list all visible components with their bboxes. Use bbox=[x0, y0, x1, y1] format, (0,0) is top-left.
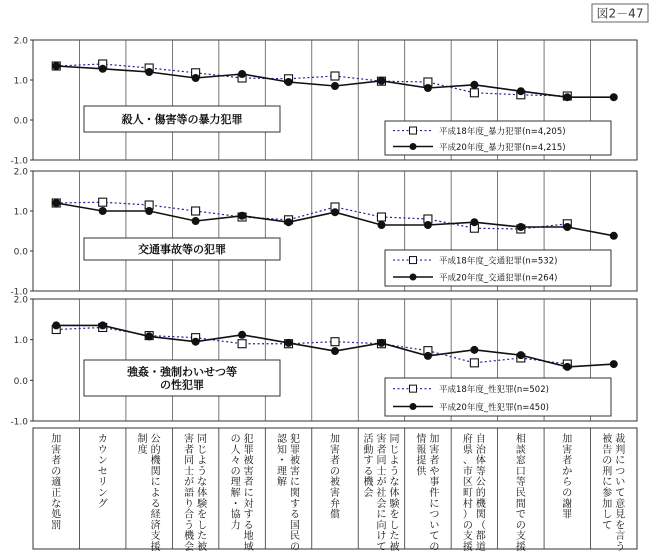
category-label: 自治体等公的機関（都道府県、市区町村）の支援 bbox=[462, 434, 486, 553]
series-h20-point bbox=[610, 93, 618, 101]
category-label: 犯罪被害者に対する地域の人々の理解・協力 bbox=[230, 434, 254, 553]
series-h18-point bbox=[192, 207, 200, 215]
series-h18-point bbox=[470, 359, 478, 367]
y-tick-label: -1.0 bbox=[10, 417, 28, 428]
y-tick-label: 2.0 bbox=[13, 167, 28, 178]
y-tick-label: 0.0 bbox=[13, 376, 28, 387]
series-h18-point bbox=[470, 89, 478, 97]
panel-title: 殺人・傷害等の暴力犯罪 bbox=[121, 113, 243, 126]
series-h20-point bbox=[331, 347, 339, 355]
series-h20-point bbox=[377, 221, 385, 229]
series-h18-point bbox=[331, 72, 339, 80]
category-label: 相談窓口等民間での支援 bbox=[515, 434, 526, 553]
series-h20-point bbox=[192, 74, 200, 82]
category-label: 公的機関による経済支援制度 bbox=[137, 434, 161, 553]
series-h20-point bbox=[99, 321, 107, 329]
series-h20-point bbox=[517, 223, 525, 231]
legend-h20-label: 平成20年度_暴力犯罪(n=4,215) bbox=[439, 143, 566, 153]
series-h20-point bbox=[192, 217, 200, 225]
category-label: 同じような体験をした被害者同士が語り合う機会 bbox=[184, 434, 208, 553]
series-h18-point bbox=[238, 340, 246, 348]
category-label: 同じような体験をした被害者同士が社会に向けて活動する機会 bbox=[363, 434, 400, 553]
y-tick-label: 1.0 bbox=[13, 336, 28, 347]
panel-title: 強姦・強制わいせつ等の性犯罪 bbox=[127, 365, 237, 392]
y-tick-label: -1.0 bbox=[10, 156, 28, 167]
series-h20-point bbox=[563, 363, 571, 371]
legend-h20-label: 平成20年度_交通犯罪(n=264) bbox=[439, 273, 558, 284]
series-h20-point bbox=[285, 339, 293, 347]
panel-violent bbox=[10, 37, 637, 167]
series-h20-point bbox=[145, 207, 153, 215]
series-h20-point bbox=[517, 351, 525, 359]
series-h20-point bbox=[99, 65, 107, 73]
legend-h20-marker bbox=[410, 143, 417, 150]
series-h18-point bbox=[331, 338, 339, 346]
legend-h18-label: 平成18年度_性犯罪(n=502) bbox=[439, 385, 549, 396]
series-h18-point bbox=[377, 213, 385, 221]
series-h20-point bbox=[145, 332, 153, 340]
panel-sexual bbox=[10, 296, 637, 428]
series-h18-point bbox=[99, 198, 107, 206]
category-label: 犯罪被害に関する国民の認知・理解 bbox=[277, 434, 301, 553]
y-tick-label: 0.0 bbox=[13, 247, 28, 258]
series-h20-point bbox=[517, 87, 525, 95]
series-h20-point bbox=[285, 78, 293, 86]
series-h20-point bbox=[424, 84, 432, 92]
category-label: カウンセリング bbox=[97, 434, 108, 510]
series-h20-point bbox=[563, 93, 571, 101]
series-h20-point bbox=[563, 223, 571, 231]
series-h20-point bbox=[238, 212, 246, 220]
category-label: 加害者の適正な処罰 bbox=[51, 434, 62, 532]
series-h20-point bbox=[424, 221, 432, 229]
y-tick-label: 2.0 bbox=[13, 36, 28, 47]
panel-traffic bbox=[10, 168, 637, 298]
series-h20-point bbox=[145, 68, 153, 76]
panel-title: 交通事故等の犯罪 bbox=[138, 243, 226, 256]
y-tick-label: 2.0 bbox=[13, 295, 28, 306]
series-h20-point bbox=[99, 207, 107, 215]
legend-h18-marker bbox=[410, 127, 417, 134]
series-h20-point bbox=[470, 81, 478, 89]
legend-h20-marker bbox=[410, 403, 417, 410]
y-tick-label: 0.0 bbox=[13, 116, 28, 127]
legend-h18-label: 平成18年度_交通犯罪(n=532) bbox=[439, 256, 558, 267]
series-h20-point bbox=[331, 82, 339, 90]
series-h20-point bbox=[470, 346, 478, 354]
legend-h18-label: 平成18年度_暴力犯罪(n=4,205) bbox=[439, 127, 566, 138]
series-h20-point bbox=[377, 339, 385, 347]
series-h20-point bbox=[192, 338, 200, 346]
series-h20-point bbox=[610, 232, 618, 240]
series-h20-point bbox=[238, 70, 246, 78]
series-h20-point bbox=[285, 218, 293, 226]
category-label: 加害者からの謝罪 bbox=[562, 434, 573, 521]
legend-h18-marker bbox=[410, 257, 417, 264]
category-label: 加害者の被害弁償 bbox=[330, 434, 340, 521]
series-h20-point bbox=[424, 352, 432, 360]
series-h20-point bbox=[52, 321, 60, 329]
series-h20-point bbox=[52, 199, 60, 207]
series-h20-point bbox=[238, 331, 246, 339]
series-h20-point bbox=[470, 218, 478, 226]
series-h20-point bbox=[52, 62, 60, 70]
legend-h20-label: 平成20年度_性犯罪(n=450) bbox=[439, 403, 549, 413]
legend-h20-marker bbox=[410, 274, 417, 281]
figure-label: 図2－47 bbox=[596, 6, 644, 21]
category-label: 裁判について意見を言う被告の刑に参加して bbox=[602, 434, 626, 553]
series-h20-point bbox=[610, 360, 618, 368]
legend-h18-marker bbox=[410, 385, 417, 392]
series-h20-point bbox=[331, 208, 339, 216]
y-tick-label: -1.0 bbox=[10, 287, 28, 298]
y-tick-label: 1.0 bbox=[13, 207, 28, 218]
category-label: 加害者や事件についての情報提供 bbox=[416, 434, 440, 553]
y-tick-label: 1.0 bbox=[13, 76, 28, 87]
series-h20-point bbox=[377, 77, 385, 85]
